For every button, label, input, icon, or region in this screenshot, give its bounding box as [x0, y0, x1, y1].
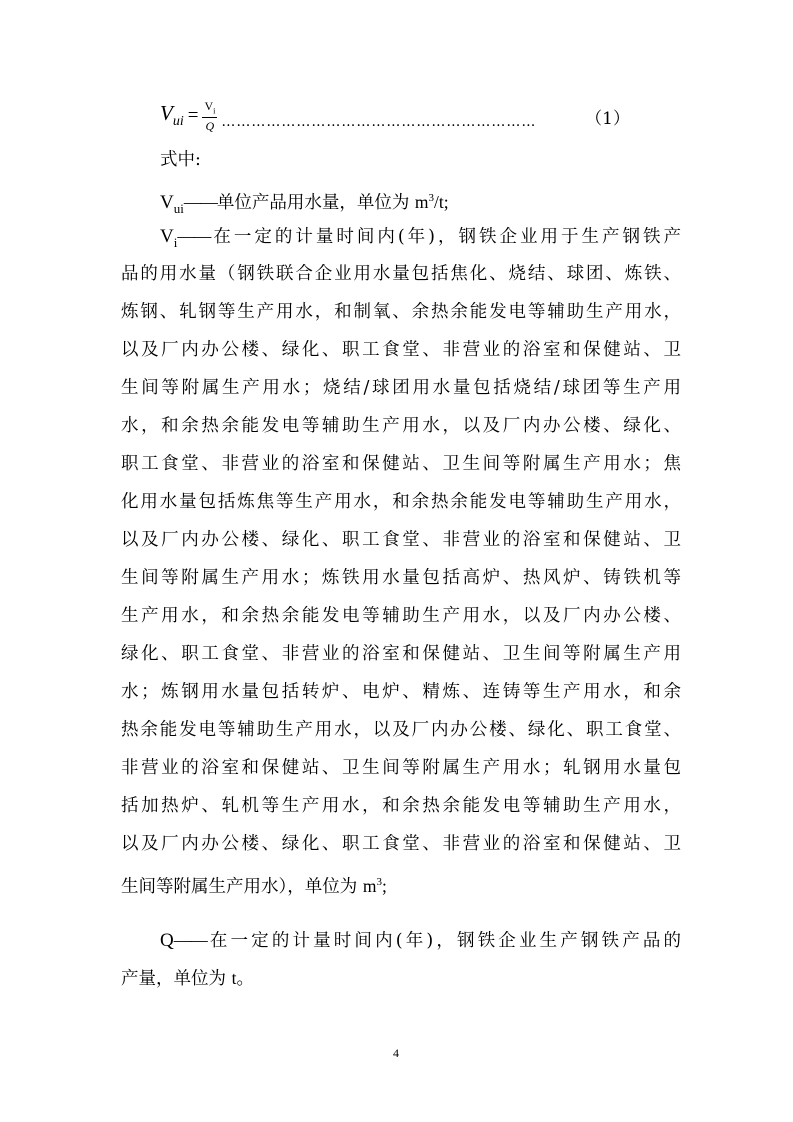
definition-vi-line: 绿化、职工食堂、非营业的浴室和保健站、卫生间等附属生产用 — [121, 644, 681, 664]
definition-vi-line: 品的用水量（钢铁联合企业用水量包括焦化、烧结、球团、炼铁、 — [121, 264, 681, 284]
definition-vi-line: 括加热炉、轧机等生产用水，和余热余能发电等辅助生产用水， — [121, 796, 681, 816]
formula-numerator: $V_i$ — [202, 100, 217, 118]
definition-vi-line: 生产用水，和余热余能发电等辅助生产用水，以及厂内办公楼、 — [121, 606, 681, 626]
definition-q-first-line: Q——在一定的计量时间内(年)，钢铁企业生产钢铁产品的 — [160, 930, 681, 951]
definition-q-last-line: 产量，单位为 t。 — [121, 968, 254, 989]
formula-1 — [160, 96, 630, 136]
formula-denominator: Q — [205, 119, 215, 134]
formula-lhs: $V_{ui}$ — [160, 101, 184, 130]
unit-q: t — [231, 968, 237, 988]
definition-vi-line: 生间等附属生产用水；炼铁用水量包括高炉、热风炉、铸铁机等 — [121, 568, 681, 588]
formula-leader-dots: ……………………………………………………… — [221, 114, 537, 130]
definition-vi-line: 以及厂内办公楼、绿化、职工食堂、非营业的浴室和保健站、卫 — [121, 340, 681, 360]
symbol-q: Q — [160, 930, 174, 951]
formula-number: （1） — [585, 108, 630, 129]
definition-vi-line: 炼钢、轧钢等生产用水，和制氧、余热余能发电等辅助生产用水， — [121, 302, 681, 322]
where-label: 式中: — [160, 150, 201, 170]
unit-vi: $m^3$; — [362, 875, 387, 896]
symbol-vui: $V_{ui}$ — [160, 191, 184, 216]
unit-vui: $m^3/t$; — [414, 191, 449, 212]
definition-vi-last-line: 生间等附属生产用水），单位为 $m^3$; — [121, 875, 387, 897]
definition-vi-first-line: $V_i——$在一定的计量时间内(年)，钢铁企业用于生产钢铁产 — [160, 226, 681, 250]
page-number: 4 — [393, 1046, 399, 1060]
formula-equals: = — [187, 105, 199, 126]
definition-vi-line: 非营业的浴室和保健站、卫生间等附属生产用水；轧钢用水量包 — [121, 758, 681, 778]
definition-vi-line: 水，和余热余能发电等辅助生产用水，以及厂内办公楼、绿化、 — [121, 416, 681, 436]
symbol-vi: $V_i$ — [160, 226, 178, 250]
definition-vi-line: 生间等附属生产用水；烧结/球团用水量包括烧结/球团等生产用 — [121, 378, 681, 398]
definition-vui: $V_{ui}——$单位产品用水量，单位为 $m^3/t$; — [160, 191, 449, 216]
definition-vi-line: 热余能发电等辅助生产用水，以及厂内办公楼、绿化、职工食堂、 — [121, 720, 681, 740]
formula-fraction — [202, 100, 217, 132]
definition-vi-line: 水；炼钢用水量包括转炉、电炉、精炼、连铸等生产用水，和余 — [121, 682, 681, 702]
definition-vi-line: 以及厂内办公楼、绿化、职工食堂、非营业的浴室和保健站、卫 — [121, 530, 681, 550]
definition-vi-line: 化用水量包括炼焦等生产用水，和余热余能发电等辅助生产用水， — [121, 492, 681, 512]
definition-vi-line: 以及厂内办公楼、绿化、职工食堂、非营业的浴室和保健站、卫 — [121, 834, 681, 854]
definition-vi-line: 职工食堂、非营业的浴室和保健站、卫生间等附属生产用水；焦 — [121, 454, 681, 474]
